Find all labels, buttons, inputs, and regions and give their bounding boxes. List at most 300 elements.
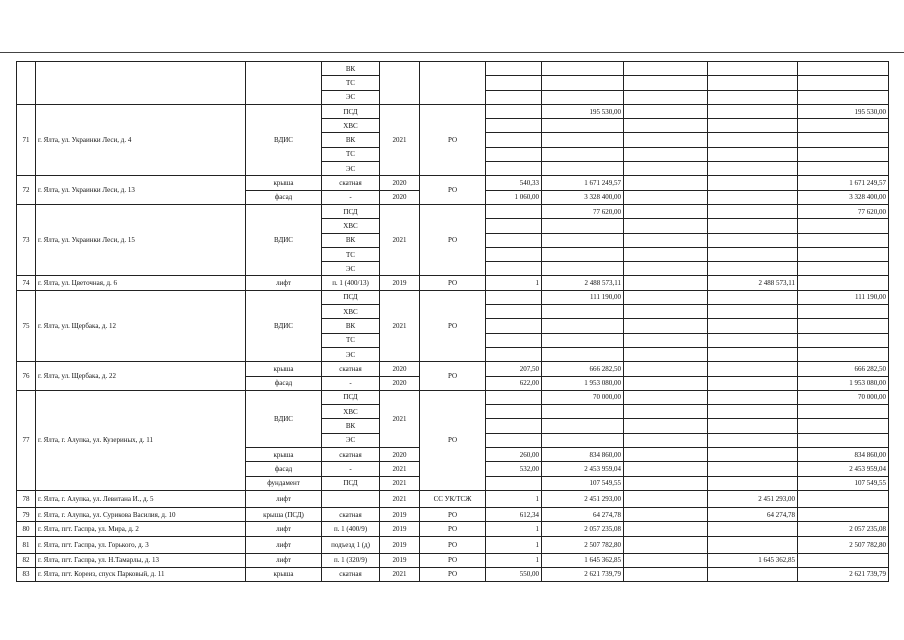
cost-2019-cell <box>624 162 708 176</box>
work-type-cell <box>246 62 322 105</box>
cost-total-cell: 2 453 959,04 <box>542 462 624 476</box>
method-cell: РО <box>420 290 486 361</box>
work-type-cell: крыша <box>246 176 322 190</box>
cost-2019-cell <box>624 262 708 276</box>
cost-2020-cell: 2 451 293,00 <box>708 490 798 507</box>
cost-total-cell <box>542 333 624 347</box>
cost-2021-cell <box>798 76 889 90</box>
quantity-cell: 260,00 <box>486 448 542 462</box>
cost-2020-cell <box>708 162 798 176</box>
cost-total-cell <box>542 433 624 447</box>
method-cell: СС УК/ТСЖ <box>420 490 486 507</box>
work-item-cell: ВК <box>322 62 380 76</box>
cost-2021-cell <box>798 333 889 347</box>
cost-2020-cell <box>708 262 798 276</box>
quantity-cell <box>486 390 542 404</box>
method-cell: РО <box>420 362 486 391</box>
work-type-cell: лифт <box>246 522 322 536</box>
table-row <box>17 204 889 218</box>
cost-total-cell <box>542 347 624 361</box>
cost-2021-cell <box>798 405 889 419</box>
row-number: 76 <box>17 362 36 391</box>
work-item-cell: ТС <box>322 147 380 161</box>
cost-total-cell: 1 645 362,85 <box>542 553 624 567</box>
cost-2020-cell <box>708 190 798 204</box>
cost-2020-cell <box>708 290 798 304</box>
quantity-cell <box>486 76 542 90</box>
cost-2020-cell <box>708 133 798 147</box>
cost-2019-cell <box>624 247 708 261</box>
table-row <box>17 567 889 581</box>
address-cell <box>36 62 246 105</box>
cost-2020-cell: 64 274,78 <box>708 507 798 521</box>
quantity-cell <box>486 233 542 247</box>
cost-2021-cell: 2 621 739,79 <box>798 567 889 581</box>
address-cell: г. Ялта, ул. Цветочная, д. 6 <box>36 276 246 290</box>
cost-total-cell: 2 507 782,80 <box>542 536 624 553</box>
cost-2019-cell <box>624 104 708 118</box>
cost-2021-cell: 111 190,00 <box>798 290 889 304</box>
cost-2020-cell <box>708 319 798 333</box>
cost-2019-cell <box>624 276 708 290</box>
cost-2021-cell <box>798 247 889 261</box>
year-cell: 2021 <box>380 462 420 476</box>
cost-2019-cell <box>624 76 708 90</box>
cost-2019-cell <box>624 553 708 567</box>
cost-2020-cell <box>708 390 798 404</box>
cost-2021-cell <box>798 162 889 176</box>
address-cell: г. Ялта, г. Алупка, ул. Кузериных, д. 11 <box>36 390 246 490</box>
quantity-cell <box>486 290 542 304</box>
work-item-cell: - <box>322 190 380 204</box>
work-type-cell: крыша <box>246 362 322 376</box>
quantity-cell <box>486 219 542 233</box>
cost-total-cell: 70 000,00 <box>542 390 624 404</box>
quantity-cell <box>486 333 542 347</box>
cost-2021-cell <box>798 319 889 333</box>
cost-2020-cell <box>708 522 798 536</box>
method-cell: РО <box>420 176 486 205</box>
page-top-rule <box>0 52 904 53</box>
cost-2019-cell <box>624 190 708 204</box>
cost-total-cell <box>542 119 624 133</box>
method-cell: РО <box>420 536 486 553</box>
cost-total-cell: 77 620,00 <box>542 204 624 218</box>
cost-2020-cell <box>708 76 798 90</box>
work-item-cell: ВК <box>322 319 380 333</box>
quantity-cell: 1 <box>486 536 542 553</box>
cost-total-cell: 1 671 249,57 <box>542 176 624 190</box>
cost-2021-cell <box>798 119 889 133</box>
row-number: 79 <box>17 507 36 521</box>
quantity-cell <box>486 319 542 333</box>
cost-total-cell <box>542 76 624 90</box>
cost-2021-cell <box>798 62 889 76</box>
year-cell: 2019 <box>380 536 420 553</box>
cost-total-cell: 107 549,55 <box>542 476 624 490</box>
work-type-cell: крыша <box>246 567 322 581</box>
work-item-cell: ЭС <box>322 347 380 361</box>
quantity-cell: 1 <box>486 490 542 507</box>
table-row <box>17 276 889 290</box>
cost-2021-cell <box>798 219 889 233</box>
cost-2020-cell <box>708 448 798 462</box>
work-item-cell: ТС <box>322 333 380 347</box>
quantity-cell <box>486 405 542 419</box>
work-item-cell: п. 1 (400/9) <box>322 522 380 536</box>
work-type-cell: крыша <box>246 448 322 462</box>
cost-2019-cell <box>624 362 708 376</box>
cost-2021-cell <box>798 147 889 161</box>
cost-2021-cell: 666 282,50 <box>798 362 889 376</box>
year-cell: 2021 <box>380 290 420 361</box>
cost-2019-cell <box>624 376 708 390</box>
year-cell: 2021 <box>380 476 420 490</box>
cost-2021-cell <box>798 433 889 447</box>
work-item-cell: п. 1 (400/13) <box>322 276 380 290</box>
cost-2020-cell <box>708 62 798 76</box>
cost-2019-cell <box>624 476 708 490</box>
cost-total-cell <box>542 419 624 433</box>
cost-2020-cell <box>708 419 798 433</box>
work-item-cell: ЭС <box>322 262 380 276</box>
work-item-cell: ВК <box>322 419 380 433</box>
method-cell: РО <box>420 104 486 175</box>
cost-2020-cell <box>708 405 798 419</box>
work-type-cell: фасад <box>246 462 322 476</box>
work-item-cell: ЭС <box>322 90 380 104</box>
work-item-cell: ПСД <box>322 204 380 218</box>
quantity-cell <box>486 347 542 361</box>
cost-2020-cell <box>708 567 798 581</box>
row-number: 78 <box>17 490 36 507</box>
row-number <box>17 62 36 105</box>
quantity-cell: 532,00 <box>486 462 542 476</box>
cost-2019-cell <box>624 462 708 476</box>
cost-total-cell <box>542 262 624 276</box>
cost-2020-cell: 1 645 362,85 <box>708 553 798 567</box>
cost-2020-cell <box>708 219 798 233</box>
work-type-cell: ВДИС <box>246 290 322 361</box>
cost-2020-cell <box>708 176 798 190</box>
cost-2020-cell: 2 488 573,11 <box>708 276 798 290</box>
cost-total-cell: 3 328 400,00 <box>542 190 624 204</box>
quantity-cell <box>486 476 542 490</box>
cost-2019-cell <box>624 433 708 447</box>
work-item-cell: - <box>322 462 380 476</box>
cost-2021-cell: 1 671 249,57 <box>798 176 889 190</box>
work-type-cell: лифт <box>246 490 322 507</box>
work-item-cell: ХВС <box>322 305 380 319</box>
cost-total-cell: 195 530,00 <box>542 104 624 118</box>
quantity-cell: 550,00 <box>486 567 542 581</box>
cost-total-cell <box>542 147 624 161</box>
cost-2019-cell <box>624 490 708 507</box>
table-row <box>17 490 889 507</box>
cost-total-cell: 64 274,78 <box>542 507 624 521</box>
address-cell: г. Ялта, г. Алупка, ул. Левитана И., д. 5 <box>36 490 246 507</box>
cost-2021-cell <box>798 133 889 147</box>
work-type-cell: крыша (ПСД) <box>246 507 322 521</box>
cost-2021-cell <box>798 347 889 361</box>
work-item-cell: п. 1 (320/9) <box>322 553 380 567</box>
cost-2020-cell <box>708 476 798 490</box>
year-cell: 2020 <box>380 190 420 204</box>
work-type-cell: фундамент <box>246 476 322 490</box>
cost-2020-cell <box>708 333 798 347</box>
work-item-cell: ЭС <box>322 162 380 176</box>
table-row <box>17 362 889 376</box>
table-row <box>17 390 889 404</box>
cost-2021-cell: 834 860,00 <box>798 448 889 462</box>
table-row <box>17 62 889 76</box>
year-cell: 2020 <box>380 376 420 390</box>
work-item-cell: ЭС <box>322 433 380 447</box>
quantity-cell: 622,00 <box>486 376 542 390</box>
method-cell: РО <box>420 522 486 536</box>
cost-2019-cell <box>624 319 708 333</box>
cost-2021-cell <box>798 276 889 290</box>
cost-2019-cell <box>624 390 708 404</box>
quantity-cell <box>486 104 542 118</box>
work-item-cell: ПСД <box>322 290 380 304</box>
quantity-cell <box>486 247 542 261</box>
table-row <box>17 507 889 521</box>
cost-2021-cell: 2 453 959,04 <box>798 462 889 476</box>
cost-total-cell <box>542 62 624 76</box>
cost-2019-cell <box>624 567 708 581</box>
cost-2021-cell <box>798 490 889 507</box>
row-number: 81 <box>17 536 36 553</box>
cost-total-cell <box>542 90 624 104</box>
cost-2020-cell <box>708 147 798 161</box>
row-number: 72 <box>17 176 36 205</box>
year-cell: 2020 <box>380 176 420 190</box>
cost-2019-cell <box>624 405 708 419</box>
cost-2020-cell <box>708 536 798 553</box>
cost-2019-cell <box>624 62 708 76</box>
cost-2021-cell: 1 953 080,00 <box>798 376 889 390</box>
method-cell: РО <box>420 204 486 275</box>
quantity-cell: 540,33 <box>486 176 542 190</box>
quantity-cell <box>486 305 542 319</box>
quantity-cell: 1 <box>486 522 542 536</box>
cost-2019-cell <box>624 90 708 104</box>
cost-2021-cell: 3 328 400,00 <box>798 190 889 204</box>
cost-total-cell <box>542 319 624 333</box>
work-item-cell: ХВС <box>322 119 380 133</box>
work-type-cell: фасад <box>246 376 322 390</box>
cost-2019-cell <box>624 333 708 347</box>
quantity-cell: 207,50 <box>486 362 542 376</box>
cost-2021-cell <box>798 553 889 567</box>
method-cell: РО <box>420 567 486 581</box>
quantity-cell <box>486 90 542 104</box>
cost-2020-cell <box>708 305 798 319</box>
cost-total-cell <box>542 405 624 419</box>
cost-total-cell: 666 282,50 <box>542 362 624 376</box>
row-number: 74 <box>17 276 36 290</box>
cost-2019-cell <box>624 219 708 233</box>
address-cell: г. Ялта, пгт. Гаспра, ул. Н.Тамарлы, д. 13 <box>36 553 246 567</box>
cost-2019-cell <box>624 176 708 190</box>
table-row <box>17 104 889 118</box>
cost-total-cell: 834 860,00 <box>542 448 624 462</box>
cost-total-cell: 1 953 080,00 <box>542 376 624 390</box>
work-item-cell: скатная <box>322 176 380 190</box>
cost-2021-cell: 107 549,55 <box>798 476 889 490</box>
cost-2020-cell <box>708 347 798 361</box>
cost-2020-cell <box>708 362 798 376</box>
cost-2020-cell <box>708 247 798 261</box>
work-item-cell: ПСД <box>322 390 380 404</box>
year-cell: 2019 <box>380 276 420 290</box>
row-number: 82 <box>17 553 36 567</box>
address-cell: г. Ялта, ул. Украинки Леси, д. 4 <box>36 104 246 175</box>
table-row <box>17 536 889 553</box>
method-cell: РО <box>420 390 486 490</box>
capital-repair-register-table <box>16 61 889 582</box>
address-cell: г. Ялта, пгт. Кореиз, спуск Парковый, д. 11 <box>36 567 246 581</box>
cost-2021-cell <box>798 419 889 433</box>
cost-2019-cell <box>624 536 708 553</box>
work-type-cell: лифт <box>246 276 322 290</box>
work-item-cell: ТС <box>322 247 380 261</box>
cost-2019-cell <box>624 419 708 433</box>
cost-total-cell: 2 057 235,08 <box>542 522 624 536</box>
quantity-cell <box>486 62 542 76</box>
cost-2021-cell: 195 530,00 <box>798 104 889 118</box>
table-row <box>17 522 889 536</box>
work-type-cell: лифт <box>246 536 322 553</box>
work-item-cell: ВК <box>322 133 380 147</box>
cost-2020-cell <box>708 376 798 390</box>
cost-2021-cell: 2 057 235,08 <box>798 522 889 536</box>
work-type-cell: фасад <box>246 190 322 204</box>
cost-2019-cell <box>624 119 708 133</box>
cost-2021-cell: 77 620,00 <box>798 204 889 218</box>
work-item-cell: подъезд 1 (д) <box>322 536 380 553</box>
address-cell: г. Ялта, ул. Украинки Леси, д. 15 <box>36 204 246 275</box>
year-cell: 2021 <box>380 490 420 507</box>
work-item-cell: ПСД <box>322 104 380 118</box>
quantity-cell: 1 <box>486 276 542 290</box>
cost-total-cell: 2 621 739,79 <box>542 567 624 581</box>
cost-total-cell <box>542 247 624 261</box>
work-type-cell: ВДИС <box>246 204 322 275</box>
quantity-cell: 612,34 <box>486 507 542 521</box>
table-row <box>17 553 889 567</box>
address-cell: г. Ялта, ул. Украинки Леси, д. 13 <box>36 176 246 205</box>
work-item-cell: - <box>322 376 380 390</box>
quantity-cell <box>486 133 542 147</box>
work-item-cell: скатная <box>322 507 380 521</box>
method-cell: РО <box>420 507 486 521</box>
cost-total-cell <box>542 133 624 147</box>
year-cell: 2021 <box>380 390 420 447</box>
cost-2021-cell: 70 000,00 <box>798 390 889 404</box>
cost-2021-cell <box>798 262 889 276</box>
cost-2019-cell <box>624 204 708 218</box>
cost-2019-cell <box>624 448 708 462</box>
cost-2021-cell <box>798 90 889 104</box>
method-cell: РО <box>420 276 486 290</box>
row-number: 71 <box>17 104 36 175</box>
work-item-cell: скатная <box>322 448 380 462</box>
cost-2019-cell <box>624 147 708 161</box>
method-cell: РО <box>420 553 486 567</box>
cost-2019-cell <box>624 347 708 361</box>
work-item-cell <box>322 490 380 507</box>
table-row <box>17 290 889 304</box>
work-type-cell: лифт <box>246 553 322 567</box>
work-item-cell: скатная <box>322 567 380 581</box>
table-row <box>17 176 889 190</box>
cost-2020-cell <box>708 233 798 247</box>
cost-2019-cell <box>624 133 708 147</box>
cost-2020-cell <box>708 104 798 118</box>
cost-total-cell <box>542 305 624 319</box>
quantity-cell <box>486 204 542 218</box>
year-cell: 2020 <box>380 362 420 376</box>
row-number: 73 <box>17 204 36 275</box>
address-cell: г. Ялта, ул. Щербака, д. 22 <box>36 362 246 391</box>
method-cell <box>420 62 486 105</box>
work-item-cell: ВК <box>322 233 380 247</box>
quantity-cell <box>486 433 542 447</box>
address-cell: г. Ялта, г. Алупка, ул. Сурикова Василия, д. 10 <box>36 507 246 521</box>
cost-2020-cell <box>708 90 798 104</box>
cost-2020-cell <box>708 204 798 218</box>
row-number: 83 <box>17 567 36 581</box>
cost-2021-cell <box>798 305 889 319</box>
cost-2020-cell <box>708 462 798 476</box>
quantity-cell <box>486 119 542 133</box>
row-number: 75 <box>17 290 36 361</box>
year-cell: 2019 <box>380 507 420 521</box>
address-cell: г. Ялта, пгт. Гаспра, ул. Мира, д. 2 <box>36 522 246 536</box>
cost-2019-cell <box>624 290 708 304</box>
cost-2020-cell <box>708 433 798 447</box>
work-type-cell: ВДИС <box>246 104 322 175</box>
cost-2021-cell <box>798 233 889 247</box>
year-cell <box>380 62 420 105</box>
cost-total-cell: 2 488 573,11 <box>542 276 624 290</box>
work-item-cell: скатная <box>322 362 380 376</box>
quantity-cell: 1 060,00 <box>486 190 542 204</box>
cost-2021-cell: 2 507 782,80 <box>798 536 889 553</box>
cost-2019-cell <box>624 233 708 247</box>
work-item-cell: ТС <box>322 76 380 90</box>
quantity-cell: 1 <box>486 553 542 567</box>
year-cell: 2020 <box>380 448 420 462</box>
address-cell: г. Ялта, ул. Щербака, д. 12 <box>36 290 246 361</box>
year-cell: 2021 <box>380 104 420 175</box>
cost-2020-cell <box>708 119 798 133</box>
cost-2019-cell <box>624 522 708 536</box>
cost-total-cell <box>542 219 624 233</box>
year-cell: 2021 <box>380 204 420 275</box>
work-type-cell: ВДИС <box>246 390 322 447</box>
cost-total-cell <box>542 162 624 176</box>
row-number: 80 <box>17 522 36 536</box>
cost-total-cell <box>542 233 624 247</box>
quantity-cell <box>486 162 542 176</box>
quantity-cell <box>486 262 542 276</box>
year-cell: 2019 <box>380 553 420 567</box>
cost-total-cell: 2 451 293,00 <box>542 490 624 507</box>
cost-2019-cell <box>624 305 708 319</box>
